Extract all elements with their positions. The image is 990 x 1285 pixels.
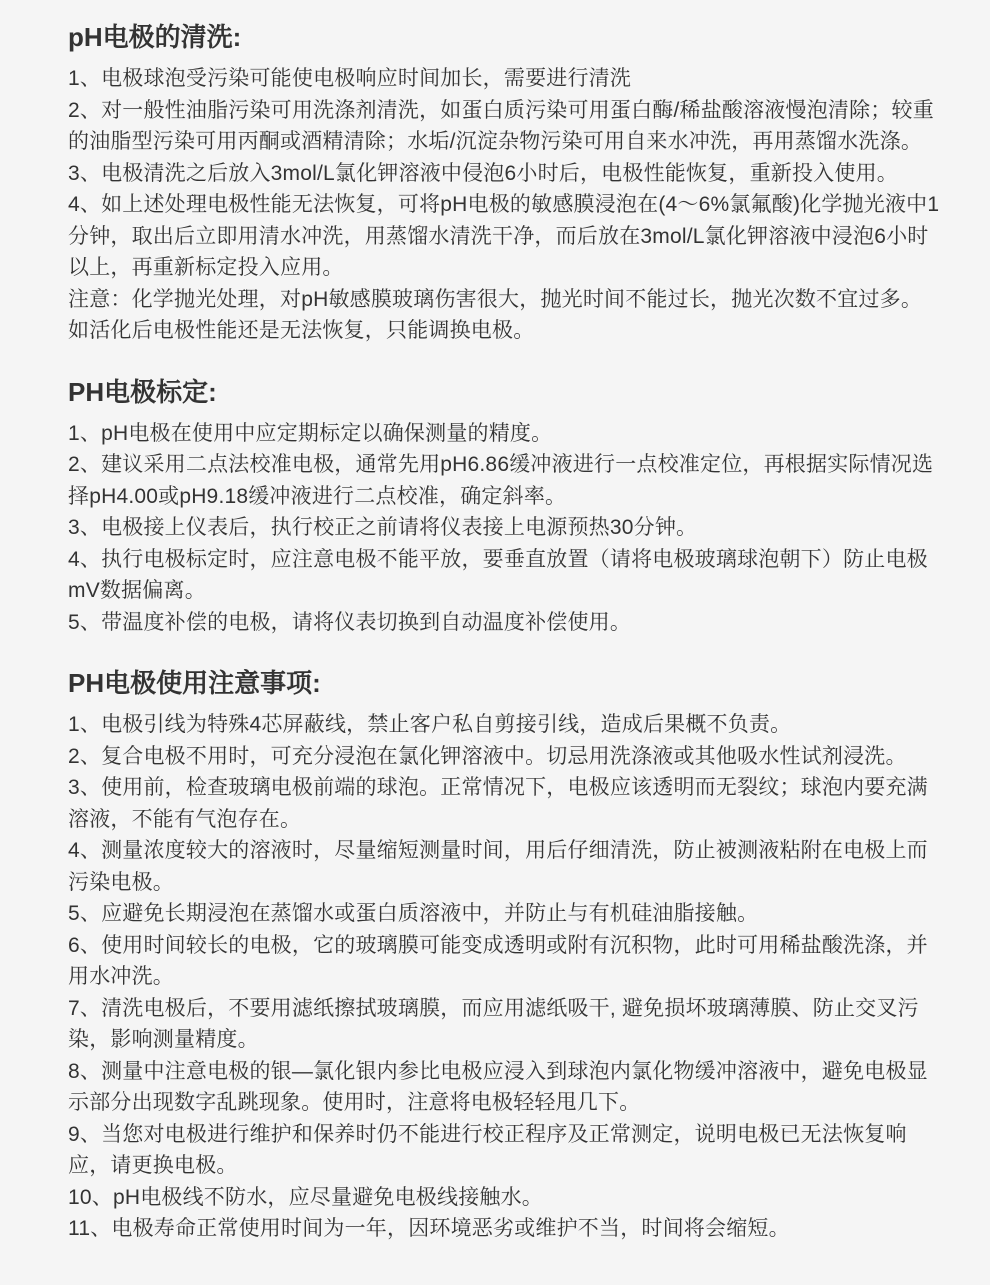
calibration-item-5: 5、带温度补偿的电极，请将仪表切换到自动温度补偿使用。 [68, 610, 632, 634]
precaution-item-5: 5、应避免长期浸泡在蒸馏水或蛋白质溶液中，并防止与有机硅油脂接触。 [68, 902, 759, 925]
section-usage-precautions [68, 666, 940, 1245]
precaution-item-4: 4、测量浓度较大的溶液时，尽量缩短测量时间，用后仔细清洗，防止被测液粘附在电极上而污染电极。 [68, 839, 928, 894]
precaution-item-2: 2、复合电极不用时，可充分浸泡在氯化钾溶液中。切忌用洗涤液或其他吸水性试剂浸洗。 [68, 744, 907, 768]
calibration-item-2: 2、建议采用二点法校准电极，通常先用pH6.86缓冲液进行一点校准定位，再根据实际情况选择pH4.00或pH9.18缓冲液进行二点校准，确定斜率。 [68, 453, 934, 508]
calibration-item-4: 4、执行电极标定时，应注意电极不能平放，要垂直放置（请将电极玻璃球泡朝下）防止电极mV数据偏离。 [68, 547, 928, 602]
precaution-item-8: 8、测量中注意电极的银—氯化银内参比电极应浸入到球泡内氯化物缓冲溶液中，避免电极显示部分出现数字乱跳现象。使用时，注意将电极轻轻甩几下。 [68, 1059, 928, 1114]
section-heading-cleaning: pH电极的清洗: [68, 22, 242, 52]
section-heading-precautions: PH电极使用注意事项: [68, 668, 321, 698]
precaution-item-11: 11、电极寿命正常使用时间为一年，因环境恶劣或维护不当，时间将会缩短。 [68, 1217, 790, 1240]
section-electrode-calibration [68, 375, 940, 639]
section-heading-calibration: PH电极标定: [68, 376, 217, 407]
cleaning-note: 注意：化学抛光处理，对pH敏感膜玻璃伤害很大，抛光时间不能过长，抛光次数不宜过多。如活化后电极性能还是无法恢复，只能调换电极。 [68, 287, 923, 342]
precaution-item-3: 3、使用前，检查玻璃电极前端的球泡。正常情况下，电极应该透明而无裂纹；球泡内要充满溶液，不能有气泡存在。 [68, 776, 928, 831]
cleaning-item-3: 3、电极清洗之后放入3mol/L氯化钾溶液中侵泡6小时后，电极性能恢复，重新投入使用。 [68, 161, 898, 185]
section-electrode-cleaning [68, 20, 940, 347]
cleaning-item-1: 1、电极球泡受污染可能使电极响应时间加长，需要进行清洗 [68, 67, 632, 90]
calibration-item-3: 3、电极接上仪表后，执行校正之前请将仪表接上电源预热30分钟。 [68, 516, 698, 539]
precaution-item-1: 1、电极引线为特殊4芯屏蔽线，禁止客户私自剪接引线，造成后果概不负责。 [68, 713, 792, 736]
cleaning-item-2: 2、对一般性油脂污染可用洗涤剂清洗，如蛋白质污染可用蛋白酶/稀盐酸溶液慢泡清除；较重的油脂型污染可用丙酮或酒精清除；水垢/沉淀杂物污染可用自来水冲洗，再用蒸馏水洗涤。 [68, 98, 934, 153]
cleaning-item-4: 4、如上述处理电极性能无法恢复，可将pH电极的敏感膜浸泡在(4～6%氯氟酸)化学抛光液中1分钟，取出后立即用清水冲洗，用蒸馏水清洗干净，而后放在3mol/L氯化钾溶液中浸泡6小时以上，再重新标定投入应用。 [68, 193, 940, 279]
precaution-item-10: 10、pH电极线不防水，应尽量避免电极线接触水。 [68, 1185, 544, 1209]
precaution-item-6: 6、使用时间较长的电极，它的玻璃膜可能变成透明或附有沉积物，此时可用稀盐酸洗涤，并用水冲洗。 [68, 933, 928, 988]
calibration-item-1: 1、pH电极在使用中应定期标定以确保测量的精度。 [68, 421, 553, 445]
precaution-item-7: 7、清洗电极后，不要用滤纸擦拭玻璃膜，而应用滤纸吸干, 避免损坏玻璃薄膜、防止交叉污染，影响测量精度。 [68, 996, 919, 1051]
precaution-item-9: 9、当您对电极进行维护和保养时仍不能进行校正程序及正常测定，说明电极已无法恢复响应，请更换电极。 [68, 1122, 907, 1177]
